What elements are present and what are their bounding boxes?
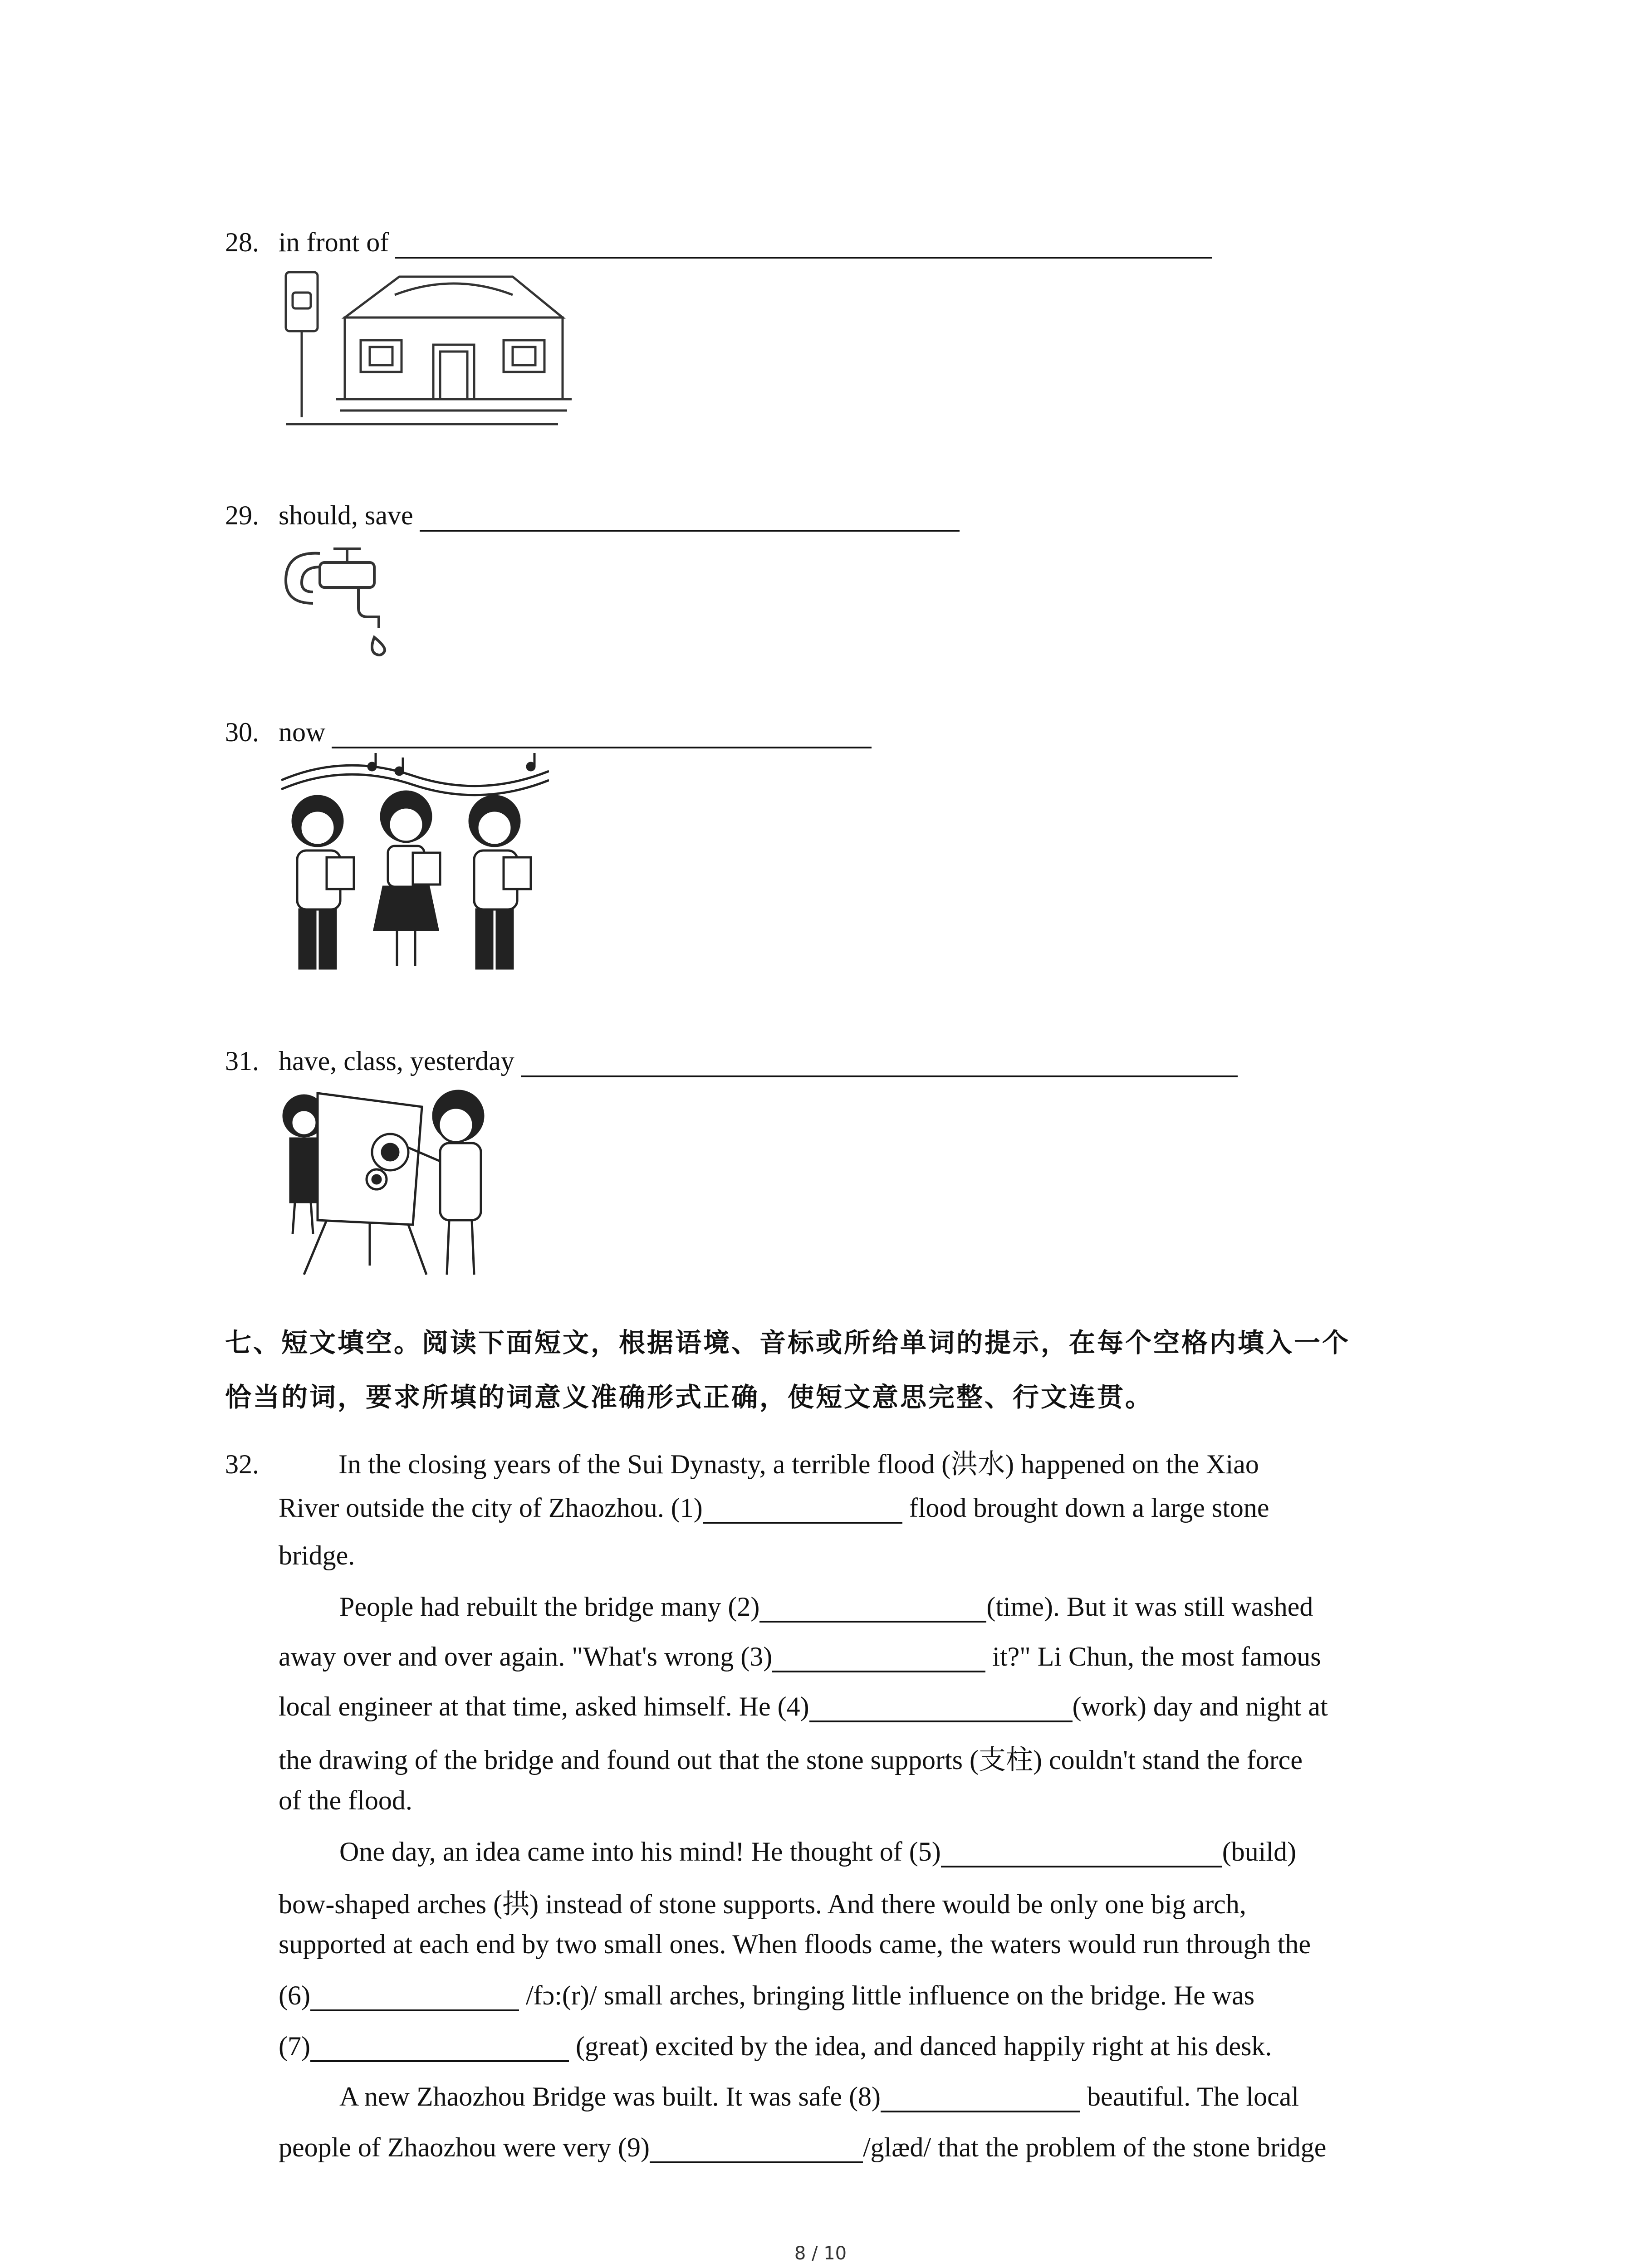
music-ribbon-icon [281, 765, 549, 786]
dripping-tap-picture [277, 540, 395, 658]
passage-line: the drawing of the bridge and found out that the stone supports (支柱) couldn't stand the force [279, 1745, 1303, 1775]
passage-line: (6) /fɔ:(r)/ small arches, bringing little influence on the bridge. He was [279, 1980, 1255, 2010]
blank-7[interactable] [310, 2033, 569, 2062]
answer-blank[interactable] [332, 719, 872, 748]
answer-blank[interactable] [420, 502, 960, 532]
passage-line: (7) (great) excited by the idea, and danced happily right at his desk. [279, 2031, 1272, 2061]
question-prompt: should, save [279, 500, 413, 530]
library-bus-stop-picture [277, 268, 572, 435]
passage-line: One day, an idea came into his mind! He thought of (5) (build) [339, 1837, 1297, 1867]
answer-blank[interactable] [521, 1047, 1238, 1077]
answer-blank[interactable] [395, 229, 1212, 259]
passage-line: 32. In the closing years of the Sui Dynasty, a terrible flood (洪水) happened on the Xiao [225, 1449, 1259, 1479]
passage-line: River outside the city of Zhaozhou. (1) flood brought down a large stone [279, 1493, 1269, 1523]
blank-6[interactable] [310, 1982, 519, 2011]
blank-3[interactable] [772, 1643, 985, 1672]
question-number: 31. [225, 1046, 259, 1076]
passage-line: bridge. [279, 1540, 355, 1570]
question-30 [225, 716, 872, 748]
passage-line: bow-shaped arches (拱) instead of stone supports. And there would be only one big arch, [279, 1889, 1246, 1919]
question-prompt: now [279, 717, 326, 747]
question-29 [225, 499, 960, 532]
passage [225, 1442, 1450, 2191]
question-number: 28. [225, 227, 259, 257]
passage-line: A new Zhaozhou Bridge was built. It was safe (8) beautiful. The local [339, 2082, 1299, 2112]
children-painting-picture [277, 1084, 504, 1284]
children-singing-picture [277, 753, 549, 984]
blank-9[interactable] [650, 2134, 863, 2163]
passage-line: supported at each end by two small ones. When floods came, the waters would run through the [279, 1929, 1311, 1959]
bus-stop-sign-icon [286, 272, 318, 331]
question-prompt: in front of [279, 227, 389, 257]
blank-2[interactable] [759, 1593, 986, 1623]
page-number: 8 / 10 [794, 2243, 847, 2264]
section-title [225, 1315, 1350, 1424]
blank-4[interactable] [809, 1693, 1073, 1722]
passage-line: people of Zhaozhou were very (9) /glæd/ that the problem of the stone bridge [279, 2132, 1327, 2162]
section-title-line-1: 七、短文填空。阅读下面短文，根据语境、音标或所给单词的提示，在每个空格内填入一个 [225, 1327, 1351, 1358]
question-number: 30. [225, 717, 259, 747]
passage-line: of the flood. [279, 1785, 412, 1815]
passage-line: local engineer at that time, asked himself. He (4) (work) day and night at [279, 1691, 1328, 1721]
passage-line: People had rebuilt the bridge many (2) (time). But it was still washed [339, 1592, 1313, 1622]
blank-1[interactable] [703, 1495, 902, 1524]
passage-line: away over and over again. "What's wrong (3) it?" Li Chun, the most famous [279, 1642, 1321, 1672]
question-28 [225, 226, 1212, 259]
question-number: 32. [225, 1449, 259, 1479]
question-prompt: have, class, yesterday [279, 1046, 514, 1076]
question-31 [225, 1045, 1238, 1077]
question-number: 29. [225, 500, 259, 530]
blank-8[interactable] [881, 2083, 1080, 2112]
section-title-line-2: 恰当的词，要求所填的词意义准确形式正确，使短文意思完整、行文连贯。 [225, 1382, 1154, 1413]
blank-5[interactable] [941, 1838, 1222, 1867]
